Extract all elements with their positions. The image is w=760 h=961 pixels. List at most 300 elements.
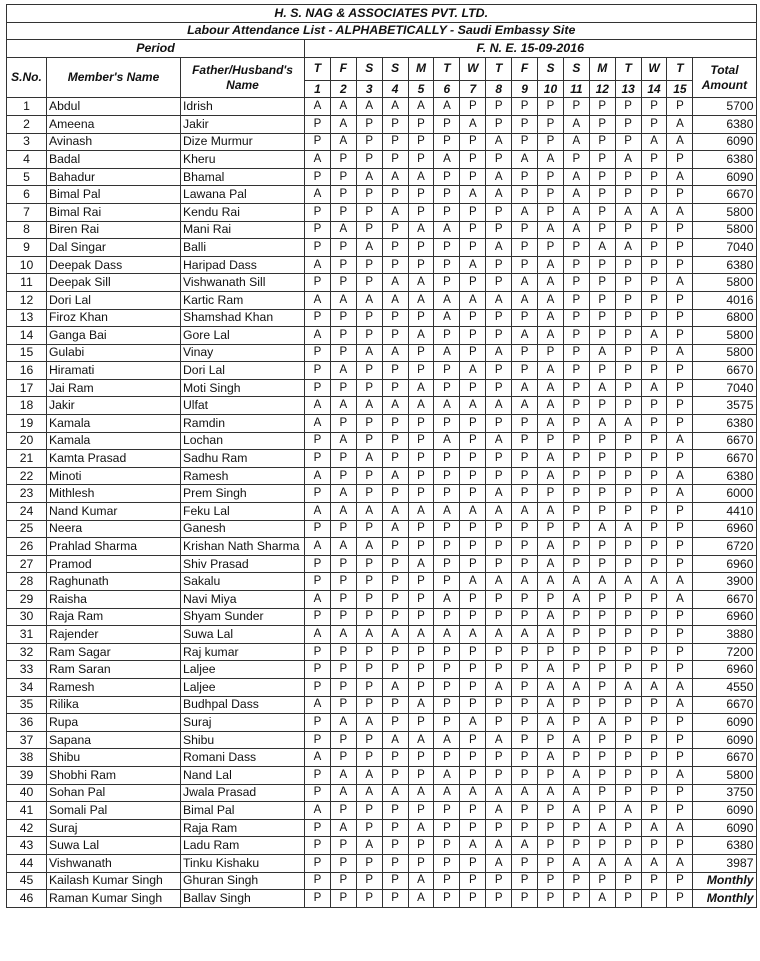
attendance-cell: P [408,115,434,133]
attendance-cell: P [667,151,693,169]
attendance-cell: P [589,291,615,309]
attendance-cell: P [615,327,641,345]
header-day-number: 15 [667,80,693,98]
attendance-cell: P [486,555,512,573]
attendance-cell: A [538,256,564,274]
table-row [7,626,757,644]
header-day-letter: T [305,57,331,80]
attendance-cell: A [460,837,486,855]
header-day-number: 1 [305,80,331,98]
row-sno: 11 [7,274,47,292]
row-sno: 5 [7,168,47,186]
attendance-cell: P [486,327,512,345]
attendance-cell: P [512,133,538,151]
attendance-cell: A [356,397,382,415]
table-row [7,432,757,450]
attendance-cell: P [615,450,641,468]
attendance-cell: P [589,802,615,820]
table-row [7,203,757,221]
attendance-cell: P [382,221,408,239]
attendance-cell: P [667,98,693,116]
attendance-cell: P [330,450,356,468]
attendance-cell: P [434,854,460,872]
row-total-amount: 6090 [693,802,756,820]
attendance-cell: A [356,503,382,521]
attendance-cell: P [615,766,641,784]
attendance-cell: P [330,555,356,573]
attendance-cell: A [667,573,693,591]
attendance-cell: P [667,520,693,538]
table-row [7,520,757,538]
header-day-letter: F [512,57,538,80]
header-day-letter: S [356,57,382,80]
row-sno: 46 [7,890,47,908]
row-sno: 26 [7,538,47,556]
attendance-cell: A [356,239,382,257]
attendance-cell: P [563,696,589,714]
attendance-cell: P [641,520,667,538]
attendance-cell: P [408,239,434,257]
attendance-cell: P [486,467,512,485]
attendance-cell: P [589,485,615,503]
attendance-cell: P [434,327,460,345]
row-sno: 14 [7,327,47,345]
attendance-cell: P [382,608,408,626]
row-father-name: Shiv Prasad [181,555,305,573]
table-row [7,643,757,661]
attendance-cell: A [486,239,512,257]
attendance-cell: P [615,221,641,239]
attendance-cell: A [434,784,460,802]
table-row [7,784,757,802]
attendance-cell: P [382,151,408,169]
attendance-cell: P [512,766,538,784]
attendance-cell: A [563,115,589,133]
attendance-cell: P [667,327,693,345]
attendance-cell: P [615,98,641,116]
row-total-amount: 6800 [693,309,756,327]
attendance-cell: P [512,115,538,133]
attendance-cell: P [486,415,512,433]
attendance-cell: P [356,890,382,908]
attendance-cell: P [356,151,382,169]
attendance-cell: A [305,802,331,820]
attendance-cell: A [460,397,486,415]
attendance-cell: P [356,432,382,450]
header-day-letter: W [641,57,667,80]
attendance-cell: A [512,151,538,169]
attendance-cell: A [589,415,615,433]
attendance-cell: P [305,432,331,450]
attendance-cell: P [382,432,408,450]
row-total-amount: 6670 [693,450,756,468]
attendance-cell: A [538,678,564,696]
attendance-cell: A [408,503,434,521]
attendance-cell: P [615,626,641,644]
attendance-cell: P [512,608,538,626]
attendance-cell: A [486,485,512,503]
row-total-amount: 6380 [693,256,756,274]
attendance-cell: P [356,309,382,327]
attendance-cell: P [589,151,615,169]
attendance-cell: A [408,784,434,802]
table-row [7,591,757,609]
attendance-cell: P [434,415,460,433]
company-title: H. S. NAG & ASSOCIATES PVT. LTD. [7,5,757,23]
sheet-subtitle: Labour Attendance List - ALPHABETICALLY - Saudi Embassy Site [7,22,757,40]
attendance-cell: P [486,379,512,397]
attendance-cell: A [330,485,356,503]
row-sno: 39 [7,766,47,784]
table-row [7,115,757,133]
table-row [7,766,757,784]
header-day-number: 13 [615,80,641,98]
attendance-cell: P [615,168,641,186]
row-total-amount: 6380 [693,467,756,485]
table-row [7,503,757,521]
attendance-cell: P [641,766,667,784]
attendance-cell: P [382,766,408,784]
row-total-amount: 6960 [693,608,756,626]
row-sno: 32 [7,643,47,661]
attendance-cell: P [460,872,486,890]
attendance-cell: A [356,291,382,309]
row-sno: 34 [7,678,47,696]
attendance-cell: P [641,731,667,749]
row-member-name: Raman Kumar Singh [47,890,181,908]
attendance-cell: P [667,555,693,573]
attendance-cell: A [615,203,641,221]
attendance-cell: P [615,696,641,714]
header-day-number: 3 [356,80,382,98]
attendance-cell: P [382,379,408,397]
row-total-amount: 6090 [693,133,756,151]
row-father-name: Ghuran Singh [181,872,305,890]
attendance-cell: P [589,661,615,679]
row-member-name: Shibu [47,749,181,767]
attendance-cell: A [305,696,331,714]
attendance-cell: P [563,485,589,503]
attendance-cell: A [641,573,667,591]
attendance-cell: P [330,872,356,890]
attendance-cell: P [460,802,486,820]
table-row [7,344,757,362]
row-father-name: Vinay [181,344,305,362]
attendance-cell: P [434,450,460,468]
table-row [7,256,757,274]
attendance-cell: P [538,432,564,450]
row-total-amount: 3880 [693,626,756,644]
attendance-cell: A [486,784,512,802]
attendance-cell: P [512,239,538,257]
attendance-cell: A [408,626,434,644]
table-row [7,714,757,732]
attendance-cell: A [330,819,356,837]
attendance-cell: A [382,731,408,749]
attendance-cell: P [330,151,356,169]
attendance-cell: A [330,221,356,239]
row-sno: 30 [7,608,47,626]
attendance-cell: P [641,643,667,661]
attendance-cell: P [305,643,331,661]
attendance-cell: P [563,608,589,626]
attendance-cell: P [486,256,512,274]
attendance-cell: P [589,503,615,521]
row-member-name: Gulabi [47,344,181,362]
attendance-cell: A [538,608,564,626]
attendance-cell: A [563,186,589,204]
table-row [7,467,757,485]
attendance-cell: P [460,591,486,609]
attendance-cell: A [563,766,589,784]
header-day-letter: S [563,57,589,80]
attendance-cell: P [434,872,460,890]
row-total-amount: 6960 [693,661,756,679]
attendance-cell: P [589,168,615,186]
attendance-cell: P [305,890,331,908]
attendance-cell: P [382,327,408,345]
row-sno: 28 [7,573,47,591]
attendance-cell: A [330,362,356,380]
row-total-amount: 6380 [693,151,756,169]
attendance-cell: P [434,239,460,257]
row-total-amount: 4016 [693,291,756,309]
attendance-cell: P [538,203,564,221]
table-row [7,890,757,908]
row-sno: 41 [7,802,47,820]
attendance-cell: A [589,379,615,397]
attendance-cell: P [615,186,641,204]
row-father-name: Mani Rai [181,221,305,239]
row-sno: 27 [7,555,47,573]
attendance-cell: P [615,379,641,397]
table-row [7,151,757,169]
attendance-cell: A [408,221,434,239]
row-sno: 8 [7,221,47,239]
row-father-name: Raj kumar [181,643,305,661]
attendance-cell: P [382,485,408,503]
attendance-cell: P [434,608,460,626]
row-member-name: Firoz Khan [47,309,181,327]
attendance-cell: A [486,802,512,820]
attendance-cell: P [305,115,331,133]
attendance-cell: P [382,256,408,274]
attendance-cell: A [589,573,615,591]
attendance-cell: P [460,133,486,151]
row-total-amount: 4550 [693,678,756,696]
attendance-cell: P [563,327,589,345]
row-member-name: Raisha [47,591,181,609]
attendance-cell: P [434,819,460,837]
attendance-cell: P [512,450,538,468]
attendance-cell: P [382,591,408,609]
table-row [7,731,757,749]
attendance-cell: P [460,555,486,573]
attendance-cell: P [615,274,641,292]
table-row [7,327,757,345]
attendance-cell: P [408,344,434,362]
attendance-cell: P [512,344,538,362]
attendance-cell: P [382,837,408,855]
attendance-cell: P [330,854,356,872]
attendance-cell: P [641,503,667,521]
attendance-cell: P [356,221,382,239]
attendance-cell: P [330,415,356,433]
attendance-cell: A [563,573,589,591]
attendance-cell: P [434,749,460,767]
row-sno: 12 [7,291,47,309]
attendance-cell: P [434,203,460,221]
attendance-cell: A [486,344,512,362]
attendance-cell: P [641,362,667,380]
attendance-cell: P [356,133,382,151]
attendance-cell: P [460,309,486,327]
attendance-cell: P [589,274,615,292]
attendance-cell: P [641,485,667,503]
attendance-cell: P [641,872,667,890]
attendance-cell: P [589,397,615,415]
attendance-cell: A [330,714,356,732]
attendance-cell: P [486,151,512,169]
attendance-cell: P [434,573,460,591]
row-member-name: Ramesh [47,678,181,696]
row-total-amount: 6720 [693,538,756,556]
attendance-cell: A [538,503,564,521]
attendance-cell: P [589,749,615,767]
attendance-cell: P [486,749,512,767]
attendance-cell: P [641,784,667,802]
row-member-name: Mithlesh [47,485,181,503]
table-row [7,450,757,468]
attendance-cell: P [589,872,615,890]
attendance-cell: P [408,467,434,485]
attendance-cell: P [305,678,331,696]
attendance-cell: P [434,661,460,679]
attendance-cell: P [538,115,564,133]
row-member-name: Ganga Bai [47,327,181,345]
attendance-cell: A [538,362,564,380]
attendance-cell: P [563,379,589,397]
attendance-cell: P [667,256,693,274]
table-row [7,538,757,556]
row-sno: 18 [7,397,47,415]
row-sno: 17 [7,379,47,397]
attendance-cell: P [563,450,589,468]
attendance-cell: P [512,854,538,872]
row-father-name: Gore Lal [181,327,305,345]
attendance-cell: A [382,344,408,362]
header-day-number: 10 [538,80,564,98]
attendance-cell: P [382,819,408,837]
attendance-cell: A [486,573,512,591]
attendance-cell: P [512,731,538,749]
attendance-cell: P [460,731,486,749]
attendance-cell: P [512,643,538,661]
attendance-cell: P [563,837,589,855]
attendance-cell: P [305,379,331,397]
attendance-cell: A [589,714,615,732]
row-total-amount: 3900 [693,573,756,591]
header-day-letter: T [486,57,512,80]
row-total-amount: 6000 [693,485,756,503]
attendance-cell: P [460,766,486,784]
attendance-cell: P [589,327,615,345]
attendance-cell: A [486,432,512,450]
attendance-cell: P [538,854,564,872]
attendance-cell: P [512,890,538,908]
attendance-cell: P [330,749,356,767]
attendance-cell: A [538,327,564,345]
attendance-cell: P [434,467,460,485]
attendance-cell: A [486,854,512,872]
row-father-name: Ladu Ram [181,837,305,855]
attendance-cell: P [563,274,589,292]
attendance-cell: P [330,186,356,204]
attendance-cell: P [434,362,460,380]
attendance-cell: P [615,837,641,855]
attendance-cell: P [563,714,589,732]
attendance-cell: A [615,854,641,872]
row-sno: 37 [7,731,47,749]
attendance-cell: A [434,591,460,609]
attendance-cell: P [667,186,693,204]
attendance-cell: P [305,133,331,151]
attendance-cell: P [589,626,615,644]
attendance-cell: A [434,397,460,415]
row-member-name: Neera [47,520,181,538]
row-sno: 22 [7,467,47,485]
row-sno: 43 [7,837,47,855]
attendance-cell: A [305,626,331,644]
row-total-amount: Monthly [693,890,756,908]
attendance-cell: P [382,309,408,327]
attendance-cell: P [460,485,486,503]
attendance-cell: P [460,98,486,116]
attendance-cell: P [305,819,331,837]
attendance-cell: A [563,678,589,696]
attendance-cell: P [434,133,460,151]
attendance-cell: P [641,608,667,626]
table-row [7,274,757,292]
attendance-cell: A [486,186,512,204]
attendance-cell: P [486,819,512,837]
attendance-cell: P [460,467,486,485]
attendance-cell: P [408,714,434,732]
attendance-cell: P [330,608,356,626]
row-father-name: Tinku Kishaku [181,854,305,872]
attendance-cell: P [563,503,589,521]
row-member-name: Somali Pal [47,802,181,820]
attendance-cell: P [330,591,356,609]
attendance-cell: P [563,291,589,309]
attendance-cell: A [408,291,434,309]
attendance-cell: P [538,802,564,820]
attendance-cell: P [512,872,538,890]
row-member-name: Vishwanath [47,854,181,872]
attendance-cell: P [641,115,667,133]
attendance-cell: P [641,626,667,644]
attendance-cell: A [460,256,486,274]
row-member-name: Sapana [47,731,181,749]
attendance-cell: P [330,802,356,820]
attendance-cell: P [667,661,693,679]
row-father-name: Laljee [181,678,305,696]
attendance-cell: P [305,608,331,626]
attendance-cell: P [486,608,512,626]
attendance-cell: A [382,168,408,186]
row-member-name: Raghunath [47,573,181,591]
row-member-name: Sohan Pal [47,784,181,802]
